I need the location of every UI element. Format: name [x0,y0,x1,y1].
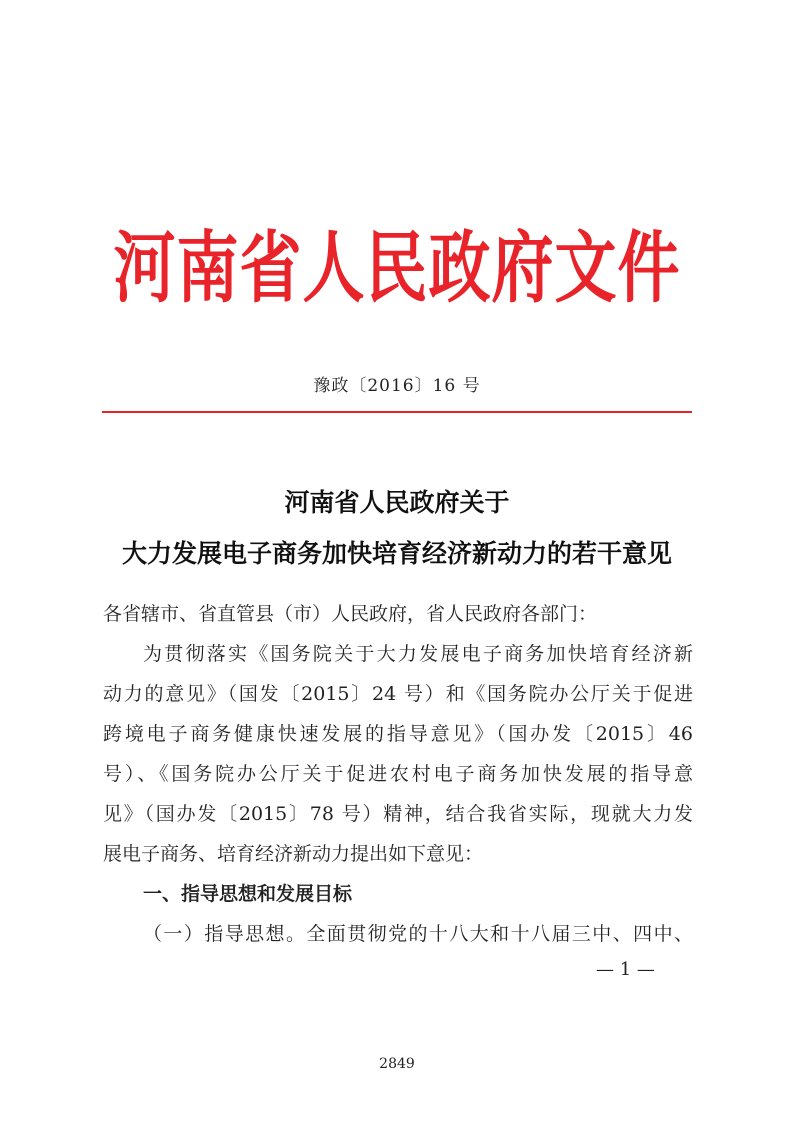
document-title-line-1: 河南省人民政府关于 [284,488,510,517]
document-masthead: 河南省人民政府文件 [113,221,681,313]
document-body [103,594,693,954]
paragraph-line: 跨境电子商务健康快速发展的指导意见》（国办发〔2015〕46 [103,723,693,745]
salutation: 各省辖市、省直管县（市）人民政府，省人民政府各部门： [103,603,598,625]
paragraph-line: 号）、《国务院办公厅关于促进农村电子商务加快发展的指导意 [103,763,693,785]
document-number: 豫政〔2016〕16 号 [313,376,481,396]
section-heading: 一、指导思想和发展目标 [143,883,353,905]
paragraph-line: （一）指导思想。全面贯彻党的十八大和十八届三中、四中、 [143,923,693,945]
red-separator-line [102,411,692,413]
paragraph-line: 为贯彻落实《国务院关于大力发展电子商务加快培育经济新 [143,643,693,665]
page-number-marker: — 1 — [596,959,655,980]
paragraph-line: 动力的意见》（国发〔2015〕24 号）和《国务院办公厅关于促进 [103,683,693,705]
paragraph-line: 见》（国办发〔2015〕78 号）精神，结合我省实际，现就大力发 [103,803,693,825]
document-title-line-2: 大力发展电子商务加快培育经济新动力的若干意见 [121,539,672,568]
archive-page-number: 2849 [379,1056,415,1072]
paragraph-line: 展电子商务、培育经济新动力提出如下意见： [103,843,484,865]
